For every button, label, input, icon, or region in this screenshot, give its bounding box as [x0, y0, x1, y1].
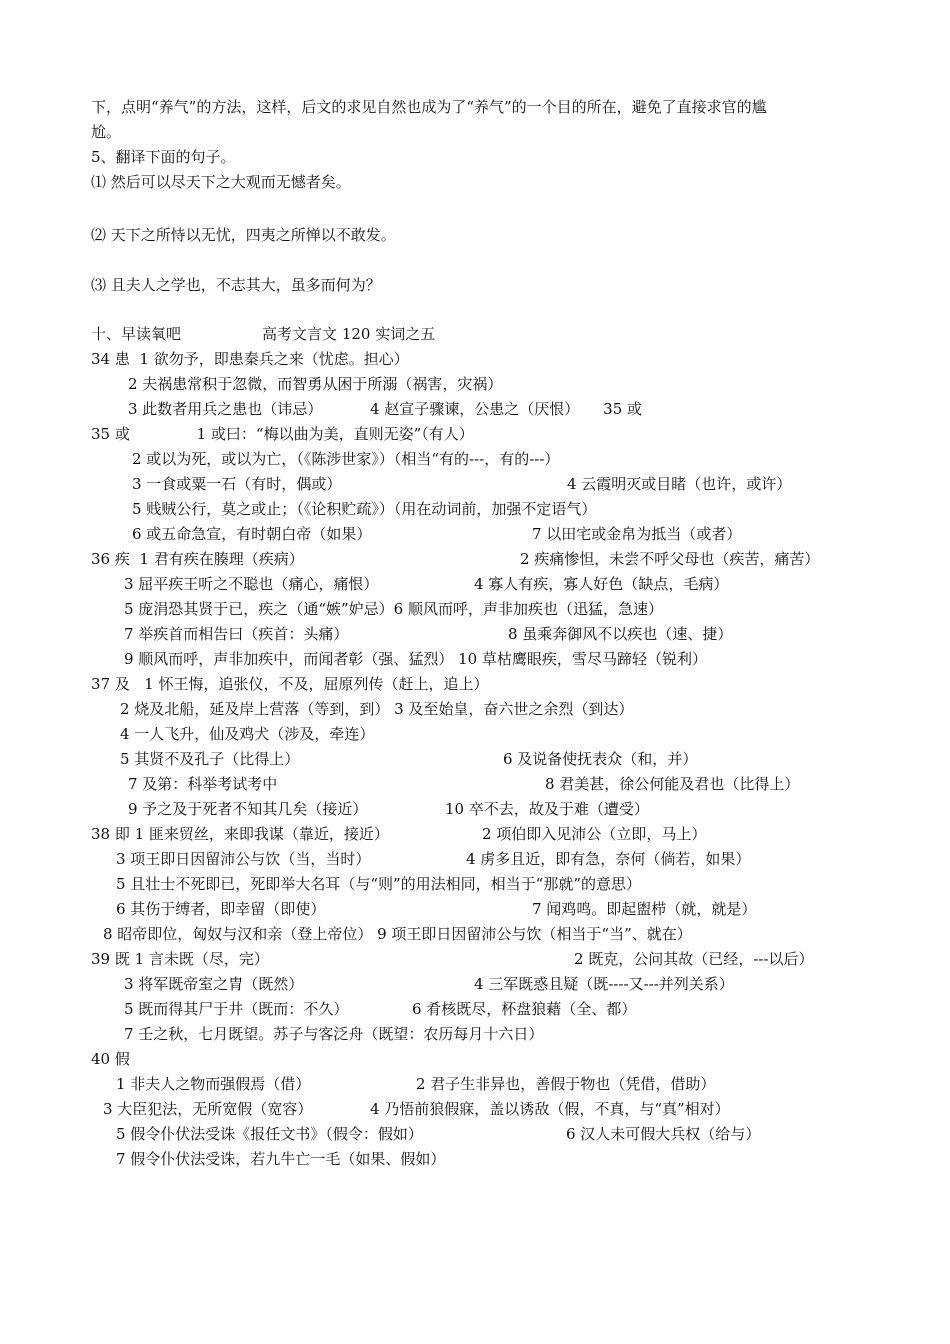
text-line: 2 或以为死，或以为亡，（《陈涉世家》）（相当“有的---，有的---）: [132, 450, 560, 468]
text-line: 7 及第：科举考试考中: [128, 775, 278, 793]
text-line: 尬。: [91, 123, 122, 141]
text-line: 36 疾 1 君有疾在腠理（疾病）: [91, 550, 304, 568]
text-line: ⑵ 天下之所恃以无忧，四夷之所惮以不敢发。: [91, 226, 396, 244]
text-line: 1 非夫人之物而强假焉（借）: [116, 1075, 311, 1093]
text-line: 5 假令仆伏法受诛《报任文书》（假令：假如）: [116, 1125, 423, 1143]
text-line: 2 君子生非异也，善假于物也（凭借，借助）: [416, 1075, 716, 1093]
text-line: ⑴ 然后可以尽天下之大观而无憾者矣。: [91, 173, 351, 191]
text-line: 9 予之及于死者不知其几矣（接近）: [128, 800, 368, 818]
text-line: 8 昭帝即位，匈奴与汉和亲（登上帝位） 9 项王即日因留沛公与饮（相当于“当”、就在）: [103, 925, 692, 943]
text-line: 7 举疾首而相告曰（疾首：头痛）: [124, 625, 349, 643]
text-line: 8 君美甚，徐公何能及君也（比得上）: [545, 775, 800, 793]
text-line: 5 贱贼公行，莫之或止；（《论积贮疏》）（用在动词前，加强不定语气）: [132, 500, 597, 518]
text-line: 38 即 1 匪来贸丝，来即我谋（靠近，接近）: [91, 825, 389, 843]
text-line: 7 壬之秋，七月既望。苏子与客泛舟（既望：农历每月十六日）: [124, 1025, 544, 1043]
text-line: 34 患 1 欲勿予，即患秦兵之来（忧虑。担心）: [91, 350, 409, 368]
text-line: 3 将军既帝室之胄（既然）: [124, 975, 304, 993]
text-line: 7 假令仆伏法受诛，若九牛亡一毛（如果、假如）: [116, 1150, 446, 1168]
text-line: 5、翻译下面的句子。: [91, 148, 236, 166]
text-line: 37 及 1 怀王悔，追张仪，不及，屈原列传（赶上，追上）: [91, 675, 489, 693]
text-line: 4 一人飞升，仙及鸡犬（涉及，牵连）: [120, 725, 375, 743]
text-line: 7 闻鸡鸣。即起盥栉（就，就是）: [532, 900, 757, 918]
text-line: 下，点明“养气”的方法，这样，后文的求见自然也成为了“养气”的一个目的所在，避免了直接求官的尴: [91, 98, 767, 116]
text-line: 9 顺风而呼，声非加疾中，而闻者彰（强、猛烈） 10 草枯鹰眼疾，雪尽马蹄轻（锐利）: [124, 650, 707, 668]
text-line: 3 此数者用兵之患也（讳忌） 4 赵宣子骤谏，公患之（厌恨） 35 或: [128, 400, 643, 418]
text-line: 3 项王即日因留沛公与饮（当，当时）: [116, 850, 371, 868]
text-line: 6 其伤于缚者，即幸留（即使）: [116, 900, 326, 918]
text-line: 6 肴核既尽，杯盘狼藉（全、都）: [412, 1000, 637, 1018]
text-line: 4 寡人有疾，寡人好色（缺点，毛病）: [474, 575, 729, 593]
text-line: 5 既而得其尸于井（既而：不久）: [124, 1000, 349, 1018]
text-line: 3 一食或粟一石（有时，偶或）: [132, 475, 342, 493]
text-line: 2 烧及北船，延及岸上营落（等到，到） 3 及至始皇，奋六世之余烈（到达）: [120, 700, 634, 718]
text-line: 5 且壮士不死即已，死即举大名耳（与“则”的用法相同，相当于“那就”的意思）: [116, 875, 641, 893]
text-line: 2 既克，公问其故（已经，---以后）: [574, 950, 814, 968]
text-line: 8 虽乘奔御风不以疾也（速、捷）: [508, 625, 733, 643]
text-line: 6 汉人未可假大兵权（给与）: [566, 1125, 761, 1143]
text-line: ⑶ 且夫人之学也，不志其大，虽多而何为？: [91, 276, 381, 294]
text-line: 2 项伯即入见沛公（立即，马上）: [482, 825, 707, 843]
text-line: 40 假: [91, 1050, 130, 1068]
text-line: 4 乃悟前狼假寐，盖以诱敌（假，不真，与“真”相对）: [370, 1100, 730, 1118]
text-line: 39 既 1 言未既（尽，完）: [91, 950, 269, 968]
text-line: 4 三军既惑且疑（既----又---并列关系）: [474, 975, 734, 993]
text-line: 6 或五命急宣，有时朝白帝（如果）: [132, 525, 372, 543]
text-line: 2 疾痛惨怛，未尝不呼父母也（疾苦，痛苦）: [520, 550, 820, 568]
text-line: 3 大臣犯法，无所宽假（宽容）: [103, 1100, 313, 1118]
text-line: 4 虏多且近，即有急，奈何（倘若，如果）: [466, 850, 751, 868]
text-line: 6 及说备使抚表众（和，并）: [503, 750, 698, 768]
section-heading: 十、早读氧吧 高考文言文 120 实词之五: [91, 325, 436, 343]
text-line: 2 夫祸患常积于忽微，而智勇从困于所溺（祸害，灾祸）: [128, 375, 503, 393]
text-line: 5 其贤不及孔子（比得上）: [120, 750, 300, 768]
text-line: 5 庞涓恐其贤于已，疾之（通“嫉”妒忌）6 顺风而呼，声非加疾也（迅猛，急速）: [124, 600, 663, 618]
text-line: 35 或 1 或曰：“梅以曲为美，直则无姿”（有人）: [91, 425, 474, 443]
text-line: 3 屈平疾王听之不聪也（痛心，痛恨）: [124, 575, 379, 593]
text-line: 7 以田宅或金帛为抵当（或者）: [532, 525, 742, 543]
text-line: 10 卒不去，故及于难（遭受）: [445, 800, 649, 818]
text-line: 4 云霞明灭或目睹（也许，或许）: [567, 475, 792, 493]
